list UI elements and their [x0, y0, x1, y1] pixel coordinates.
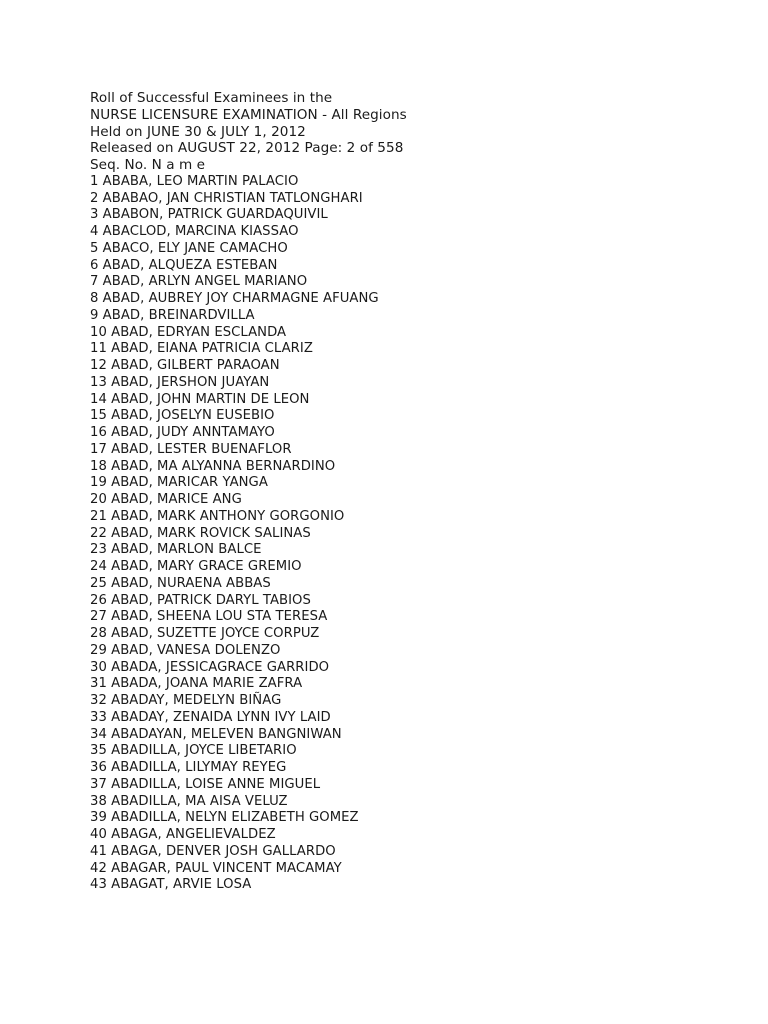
examinee-entry: 30 ABADA, JESSICAGRACE GARRIDO: [90, 659, 330, 675]
examinee-entry: 37 ABADILLA, LOISE ANNE MIGUEL: [90, 776, 321, 792]
examinee-entry: 19 ABAD, MARICAR YANGA: [90, 475, 268, 491]
examinee-entry: 38 ABADILLA, MA AISA VELUZ: [90, 793, 288, 809]
examinee-entry: 28 ABAD, SUZETTE JOYCE CORPUZ: [90, 626, 320, 641]
examinee-entry: 24 ABAD, MARY GRACE GREMIO: [90, 559, 302, 574]
examinee-entry: 13 ABAD, JERSHON JUAYAN: [90, 374, 270, 390]
examinee-entry: 17 ABAD, LESTER BUENAFLOR: [90, 441, 292, 457]
examinee-entry: 18 ABAD, MA ALYANNA BERNARDINO: [90, 458, 336, 474]
examinee-entry: 21 ABAD, MARK ANTHONY GORGONIO: [90, 508, 345, 524]
examinee-entry: 43 ABAGAT, ARVIE LOSA: [90, 877, 252, 893]
examinee-entry: 12 ABAD, GILBERT PARAOAN: [90, 358, 280, 373]
examinee-entry: 25 ABAD, NURAENA ABBAS: [90, 575, 271, 591]
examinee-entry: 23 ABAD, MARLON BALCE: [90, 542, 262, 558]
examinee-entry: 27 ABAD, SHEENA LOU STA TERESA: [90, 609, 328, 625]
examinee-entry: 8 ABAD, AUBREY JOY CHARMAGNE AFUANG: [90, 291, 379, 306]
examinee-entry: 29 ABAD, VANESA DOLENZO: [90, 642, 281, 658]
examinee-entry: 1 ABABA, LEO MARTIN PALACIO: [90, 173, 299, 189]
examinee-entry: 14 ABAD, JOHN MARTIN DE LEON: [90, 391, 310, 407]
examinee-entry: 2 ABABAO, JAN CHRISTIAN TATLONGHARI: [90, 190, 363, 206]
examinee-entry: 5 ABACO, ELY JANE CAMACHO: [90, 240, 288, 256]
examinee-entry: 35 ABADILLA, JOYCE LIBETARIO: [90, 743, 297, 759]
examinee-entry: 15 ABAD, JOSELYN EUSEBIO: [90, 408, 275, 424]
examinee-entry: 41 ABAGA, DENVER JOSH GALLARDO: [90, 843, 336, 859]
examinee-entry: 36 ABADILLA, LILYMAY REYEG: [90, 760, 287, 775]
examinee-entry: 26 ABAD, PATRICK DARYL TABIOS: [90, 592, 311, 608]
examinee-entry: 9 ABAD, BREINARDVILLA: [90, 307, 255, 323]
examinee-entry: 11 ABAD, EIANA PATRICIA CLARIZ: [90, 341, 313, 357]
examinee-entry: 6 ABAD, ALQUEZA ESTEBAN: [90, 257, 278, 273]
column-header-line: Seq. No. N a m e: [90, 157, 206, 173]
examinee-entry: 32 ABADAY, MEDELYN BIÑAG: [90, 693, 282, 708]
examinee-entry: 7 ABAD, ARLYN ANGEL MARIANO: [90, 274, 308, 290]
examinee-list: [90, 174, 730, 894]
examinee-entry: 33 ABADAY, ZENAIDA LYNN IVY LAID: [90, 709, 331, 725]
examinee-entry: 22 ABAD, MARK ROVICK SALINAS: [90, 525, 311, 541]
examinee-entry: 10 ABAD, EDRYAN ESCLANDA: [90, 324, 287, 340]
examinee-entry: 3 ABABON, PATRICK GUARDAQUIVIL: [90, 207, 328, 223]
document-title-line-1: Roll of Successful Examinees in the: [90, 90, 333, 106]
examinee-entry: 40 ABAGA, ANGELIEVALDEZ: [90, 827, 276, 842]
examinee-entry: 31 ABADA, JOANA MARIE ZAFRA: [90, 676, 303, 692]
examinee-entry: 34 ABADAYAN, MELEVEN BANGNIWAN: [90, 726, 342, 742]
document-page: [90, 90, 730, 894]
examinee-entry: 20 ABAD, MARICE ANG: [90, 492, 242, 507]
examinee-entry: 16 ABAD, JUDY ANNTAMAYO: [90, 425, 275, 440]
exam-dates-line: Held on JUNE 30 & JULY 1, 2012: [90, 123, 306, 140]
examinee-entry: 4 ABACLOD, MARCINA KIASSAO: [90, 224, 299, 239]
examinee-entry: 39 ABADILLA, NELYN ELIZABETH GOMEZ: [90, 810, 359, 826]
release-and-page-line: Released on AUGUST 22, 2012 Page: 2 of 558: [90, 140, 404, 157]
document-title-line-2: NURSE LICENSURE EXAMINATION - All Regions: [90, 106, 407, 123]
examinee-entry: 42 ABAGAR, PAUL VINCENT MACAMAY: [90, 860, 342, 876]
